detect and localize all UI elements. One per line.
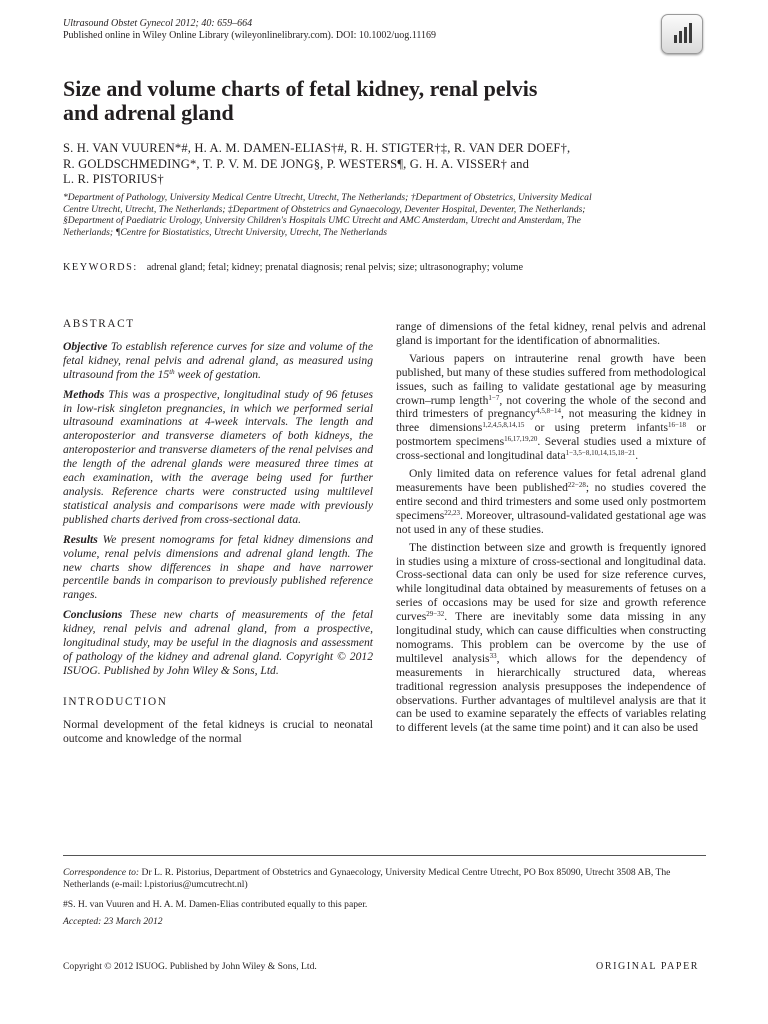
equal-contribution-footnote: #S. H. van Vuuren and H. A. M. Damen-Elias contributed equally to this paper. — [63, 899, 368, 910]
objective-text: To establish reference curves for size and volume of the fetal kidney, renal pelvis and adrenal gland, as measured using ultrasound from the 15 — [63, 339, 373, 381]
correspondence-text: Dr L. R. Pistorius, Department of Obstetrics and Gynaecology, University Medical Centre Utrecht, PO Box 85090, Utrecht 3508 AB, The Netherlands (e-mail: l.pistorius@umcutrecht.nl) — [63, 867, 671, 890]
citation-ref[interactable]: 16,17,19,20 — [504, 435, 538, 444]
footnote-divider — [63, 855, 706, 856]
body-paragraph-4 — [396, 541, 706, 736]
methods-label: Methods — [63, 387, 105, 401]
accepted-date: Accepted: 23 March 2012 — [63, 916, 163, 927]
p2-text-c: , not measuring the kidney in three dimensions — [396, 407, 706, 435]
introduction-paragraph: Normal development of the fetal kidneys is crucial to neonatal outcome and knowledge of the normal — [63, 717, 373, 745]
abstract-methods — [63, 388, 373, 527]
citation-ref[interactable]: 4,5,8−14 — [536, 407, 562, 416]
introduction-heading: INTRODUCTION — [63, 695, 168, 708]
body-paragraph-2 — [396, 352, 706, 463]
p2-text-b: , not covering the whole of the second and third trimesters of pregnancy — [396, 393, 707, 421]
citation-ref[interactable]: 1−7 — [488, 393, 500, 402]
citation-ref[interactable]: 16−18 — [668, 421, 686, 430]
journal-citation: Ultrasound Obstet Gynecol 2012; 40: 659–664 — [63, 18, 253, 29]
p3-text-b: ; no studies covered the entire second and third trimesters and some used only postmortem specimens — [396, 480, 706, 522]
p2-text-g: . — [635, 449, 639, 463]
body-paragraph-3 — [396, 467, 706, 537]
published-online-text: Published online in Wiley Online Library (wileyonlinelibrary.com). — [63, 30, 336, 41]
bar-chart-icon — [662, 15, 702, 53]
conclusions-label: Conclusions — [63, 608, 123, 622]
publication-info — [63, 30, 436, 43]
citation-ref[interactable]: 22,23 — [444, 508, 461, 517]
p4-text-a: The distinction between size and growth is frequently ignored in studies using a mixture of cross-sectional and longitudinal data. Cross-sectional data can only be used for size reference curves, while longitudinal data obtained by measurements of fetuses on a series of occasions may be used for size and growth reference curves — [396, 540, 706, 624]
methods-text: This was a prospective, longitudinal study of 96 fetuses in low-risk singleton pregnancies, in which we performed serial ultrasound examinations at 4-week intervals. The length and anteroposterior and transverse diameters of both kidneys, the anteroposterior and transverse diameters of the renal pelvises and the length of the adrenal glands were measured three times at each examination, with the average being used for further analysis. Reference charts were constructed using multilevel statistical analysis and comparisons were made with previously published charts derived from cross-sectional data. — [63, 387, 373, 526]
p3-text-a: Only limited data on reference values for fetal adrenal gland measurements have been published — [396, 467, 706, 494]
abstract-conclusions — [63, 608, 373, 678]
p2-text-a: Various papers on intrauterine renal growth have been published, but many of these studies suffered from methodological issues, such as failing to validate gestational age by measuring crown–rump length — [396, 351, 706, 407]
results-label: Results — [63, 532, 98, 546]
keywords-text: adrenal gland; fetal; kidney; prenatal diagnosis; renal pelvis; size; ultrasonography; volume — [146, 262, 524, 273]
objective-text-end: week of gestation. — [174, 367, 261, 381]
abstract-heading: ABSTRACT — [63, 318, 135, 330]
correspondence-label: Correspondence to: — [63, 867, 140, 878]
objective-label: Objective — [63, 339, 108, 353]
results-text: We present nomograms for fetal kidney dimensions and volume, renal pelvis dimensions and adrenal gland length. The new charts show differences in shape and have narrower percentile bands in comparison to previously published reference ranges. — [63, 532, 373, 602]
p3-text-c: . Moreover, ultrasound-validated gestational age was not used in any of these studies. — [396, 508, 706, 536]
citation-ref[interactable]: 29−32 — [426, 610, 445, 619]
citation-ref[interactable]: 1,2,4,5,8,14,15 — [482, 421, 525, 430]
keywords — [63, 262, 713, 273]
citation-ref[interactable]: 1−3,5−8,10,14,15,18−21 — [565, 449, 636, 458]
p2-text-e: or postmortem specimens — [396, 421, 706, 449]
affiliation-line-4: Netherlands; ¶Centre for Biostatistics, Utrecht University, Utrecht, The Netherlands — [63, 226, 387, 238]
abstract-objective — [63, 340, 373, 382]
author-line-1: S. H. VAN VUUREN*#, H. A. M. DAMEN-ELIAS†#, R. H. STIGTER†‡, R. VAN DER DOEF†, — [63, 141, 571, 155]
correspondence-footnote — [63, 867, 713, 891]
affiliation-line-3: §Department of Paediatric Urology, University Children's Hospitals UMC Utrecht and AMC Amsterdam, Utrecht and Amsterdam, The — [63, 215, 581, 226]
body-paragraph-1: range of dimensions of the fetal kidney, renal pelvis and adrenal gland is important for the identification of abnormalities. — [396, 320, 706, 347]
abstract-results — [63, 533, 373, 603]
author-list — [63, 141, 713, 188]
bar-chart-badge-icon[interactable] — [661, 14, 703, 54]
author-line-2: R. GOLDSCHMEDING*, T. P. V. M. DE JONG§, P. WESTERS¶, G. H. A. VISSER† and — [63, 156, 530, 171]
affiliation-line-1: *Department of Pathology, University Medical Centre Utrecht, Utrecht, The Netherlands; †Department of Obstetrics, University Medical — [63, 192, 592, 203]
author-line-3: L. R. PISTORIUS† — [63, 172, 164, 186]
p4-text-c: , which allows for the dependency of measurements in hierarchically structured data, whereas traditional regression analysis presupposes the independence of observations. Further advantages of multilevel analysis are that it can be used to examine separately the effects of variables relating to different levels (at the same time point) and it can also be used — [396, 651, 706, 735]
p2-text-f: . Several studies used a mixture of cross-sectional and longitudinal data — [396, 435, 706, 463]
article-type-label: ORIGINAL PAPER — [596, 961, 700, 972]
conclusions-text: These new charts of measurements of the fetal kidney, renal pelvis and adrenal gland, from a prospective, longitudinal study, may be useful in the diagnosis and assessment of pathology of the kidney and adrenal gland. Copyright © 2012 ISUOG. Published by John Wiley & Sons, Ltd. — [63, 608, 373, 677]
keywords-label: KEYWORDS: — [63, 262, 138, 273]
title-line-1: Size and volume charts of fetal kidney, renal pelvis — [63, 76, 538, 101]
citation-ref[interactable]: 33 — [489, 651, 497, 660]
p4-text-b: . There are inevitably some data missing in any longitudinal study, which can cause difficulties when constructing nomograms. This problem can be overcome by the use of multilevel analysis — [396, 610, 706, 665]
copyright-footer: Copyright © 2012 ISUOG. Published by John Wiley & Sons, Ltd. — [63, 961, 317, 972]
affiliations — [63, 192, 713, 238]
p2-text-d: or using preterm infants — [524, 421, 669, 435]
article-title — [63, 77, 623, 125]
left-column — [63, 318, 373, 749]
affiliation-line-2: Centre Utrecht, Utrecht, The Netherlands; ‡Department of Obstetrics and Gynaecology, Deventer Hospital, Deventer, The Netherlands; — [63, 203, 586, 215]
right-column — [396, 320, 706, 739]
citation-ref[interactable]: 22−28 — [567, 480, 586, 489]
title-line-2: and adrenal gland — [63, 100, 234, 125]
objective-superscript: th — [169, 367, 175, 376]
doi-link[interactable]: DOI: 10.1002/uog.11169 — [335, 30, 436, 41]
